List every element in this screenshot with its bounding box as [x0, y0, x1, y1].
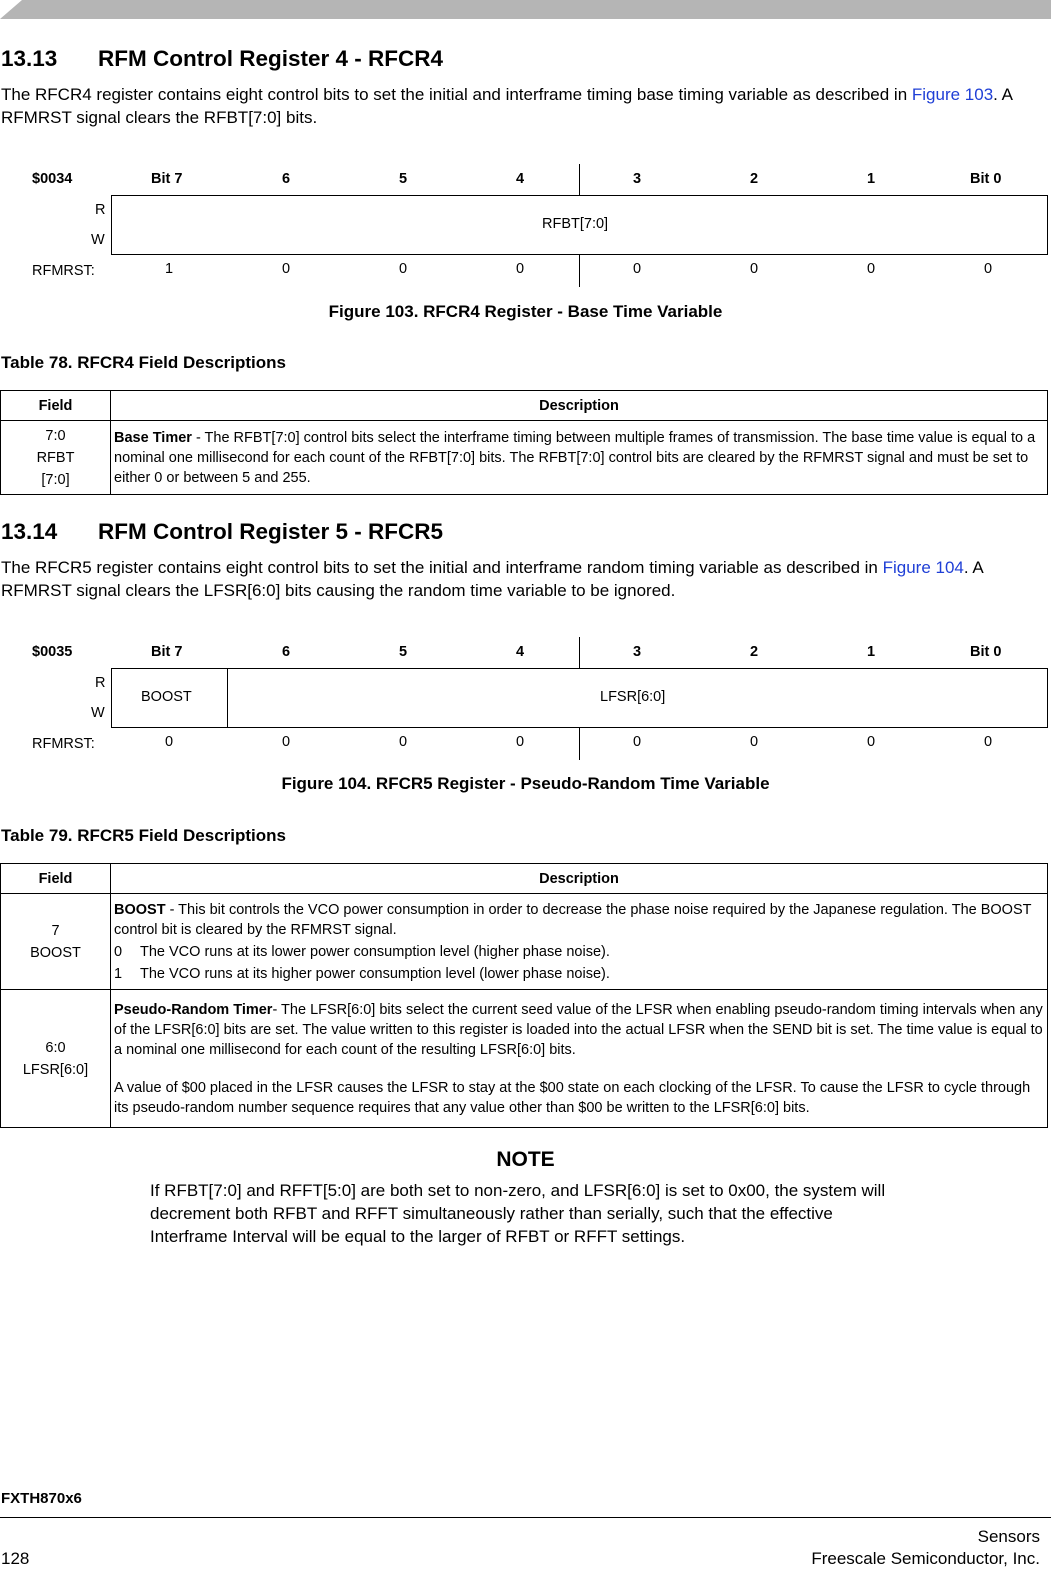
column-header-field: Field [1, 864, 111, 894]
description-cell [111, 894, 1048, 990]
footer-divider [0, 1517, 1051, 1518]
paragraph-text: The RFCR5 register contains eight control bits to set the initial and interframe random timing variable as described in [1, 558, 883, 577]
field-boost: BOOST [141, 689, 192, 705]
bit-header: 3 [633, 171, 642, 187]
reset-value: 0 [516, 734, 525, 750]
section-number: 13.14 [1, 519, 58, 544]
note-title: NOTE [496, 1148, 555, 1171]
description-name: Base Timer [114, 429, 192, 446]
column-header-field: Field [1, 391, 111, 421]
description-cell [111, 421, 1048, 495]
nibble-divider [579, 637, 580, 668]
register-address: $0035 [32, 644, 73, 660]
register-address: $0034 [32, 171, 73, 187]
reset-value: 0 [633, 734, 642, 750]
bit-header: 1 [867, 171, 876, 187]
reset-label: RFMRST: [32, 263, 95, 279]
description-cell [111, 990, 1048, 1128]
description-text: - This bit controls the VCO power consumption in order to decrease the phase noise required by the Japanese regulation. The BOOST control bit is cleared by the RFMRST signal. [114, 901, 1032, 938]
description-name: BOOST [114, 901, 166, 918]
field-rfbt: RFBT[7:0] [542, 216, 609, 232]
bit-header: 5 [399, 644, 408, 660]
register-field-box [111, 668, 1048, 728]
reset-value: 0 [516, 261, 525, 277]
table-row [1, 990, 1048, 1128]
bit-header: 2 [750, 171, 759, 187]
reset-value: 0 [399, 261, 408, 277]
bit-header: 3 [633, 644, 642, 660]
section-heading: RFM Control Register 5 - RFCR5 [98, 519, 444, 544]
bit-header: 2 [750, 644, 759, 660]
enum-text: The VCO runs at its lower power consumption level (higher phase noise). [140, 943, 610, 960]
register-diagram-rfcr4 [0, 171, 1051, 291]
description-text: - The RFBT[7:0] control bits select the interframe timing between multiple frames of transmission. The base time value is equal to a nominal one millisecond for each count of the RFBT[7:0] bits. The RFBT[7:0] control bits are cleared by the RFMRST signal and must be set to either 0 or between 5 and 255. [114, 429, 1036, 486]
figure-103-caption: Figure 103. RFCR4 Register - Base Time Variable [328, 302, 723, 321]
read-label: R [95, 202, 106, 218]
reset-value: 0 [633, 261, 642, 277]
bit-header: 6 [282, 644, 291, 660]
write-label: W [91, 705, 105, 721]
enum-item [114, 964, 1043, 984]
field-cell [1, 990, 111, 1128]
description-text: - The LFSR[6:0] bits select the current seed value of the LFSR when enabling pseudo-random timing intervals when any of the LFSR[6:0] bits are set. The value written to this register is loaded into the actual LFSR when the SEND bit is set. The time value is equal to a nominal one millisecond for each count of the resulting LFSR[6:0] bits. [114, 1001, 1043, 1058]
reset-value: 0 [399, 734, 408, 750]
column-header-description: Description [111, 391, 1048, 421]
note-text: If RFBT[7:0] and RFFT[5:0] are both set to non-zero, and LFSR[6:0] is set to 0x00, the system will decrement both RFBT and RFFT simultaneously rather than serially, such that the effective Interframe Interval will be equal to the larger of RFBT or RFFT settings. [150, 1181, 886, 1246]
enum-value: 0 [114, 943, 123, 960]
field-name: RFBT [36, 449, 75, 466]
figure-104-caption: Figure 104. RFCR5 Register - Pseudo-Random Time Variable [281, 774, 770, 793]
bit-header: 5 [399, 171, 408, 187]
register-diagram-rfcr5 [0, 644, 1051, 764]
field-bits: 7:0 [45, 427, 66, 444]
reset-value: 0 [750, 261, 759, 277]
section-number: 13.13 [1, 46, 58, 71]
footer-company: Freescale Semiconductor, Inc. [811, 1549, 1040, 1568]
bit-header: 4 [516, 171, 525, 187]
table-78-title: Table 78. RFCR4 Field Descriptions [1, 353, 286, 372]
footer-category: Sensors [977, 1527, 1040, 1546]
table-row [1, 894, 1048, 990]
table-79-title: Table 79. RFCR5 Field Descriptions [1, 826, 286, 845]
bit-header: Bit 0 [970, 171, 1002, 187]
field-cell [1, 421, 111, 495]
paragraph-text: . A RFMRST signal clears the LFSR[6:0] bits causing the random time variable to be ignored. [1, 558, 983, 600]
section-paragraph [1, 556, 1047, 602]
column-header-description: Description [111, 864, 1048, 894]
figure-104-link[interactable]: Figure 104 [882, 558, 964, 577]
section-title-13-13 [1, 46, 443, 72]
enum-text: The VCO runs at its higher power consumption level (lower phase noise). [140, 965, 610, 982]
write-label: W [91, 232, 105, 248]
bit-header: 6 [282, 171, 291, 187]
reset-value: 0 [867, 734, 876, 750]
reset-label: RFMRST: [32, 736, 95, 752]
reset-value: 0 [282, 261, 291, 277]
bit-header: Bit 7 [151, 644, 183, 660]
nibble-divider [579, 255, 580, 287]
figure-103-link[interactable]: Figure 103 [911, 85, 994, 104]
enum-item [114, 942, 1043, 962]
page-header-bar [0, 0, 1051, 19]
nibble-divider [579, 164, 580, 195]
field-divider [227, 668, 228, 728]
field-bits: 7 [51, 922, 60, 939]
field-name: BOOST [30, 944, 81, 961]
field-cell [1, 894, 111, 990]
table-row [1, 421, 1048, 495]
reset-value: 0 [984, 261, 993, 277]
reset-value: 0 [750, 734, 759, 750]
field-bits: 6:0 [45, 1039, 66, 1056]
section-heading: RFM Control Register 4 - RFCR4 [98, 46, 444, 71]
reset-value: 1 [165, 261, 174, 277]
bit-header: 1 [867, 644, 876, 660]
field-range: [7:0] [41, 471, 70, 488]
paragraph-text: The RFCR4 register contains eight control bits to set the initial and interframe timing base timing variable as described in [1, 85, 912, 104]
reset-value: 0 [867, 261, 876, 277]
page-number: 128 [1, 1549, 30, 1568]
bit-header: 4 [516, 644, 525, 660]
paragraph-text: . A RFMRST signal clears the RFBT[7:0] bits. [1, 85, 1013, 127]
field-lfsr: LFSR[6:0] [600, 689, 666, 705]
bit-header: Bit 0 [970, 644, 1002, 660]
table-79 [0, 863, 1048, 1128]
section-paragraph [1, 83, 1047, 129]
field-name: LFSR[6:0] [22, 1061, 89, 1078]
description-text: A value of $00 placed in the LFSR causes the LFSR to stay at the $00 state on each clocking of the LFSR. To cause the LFSR to cycle through its pseudo-random number sequence requires that any value other than $00 be written to the LFSR[6:0] bits. [114, 1079, 1031, 1116]
reset-value: 0 [984, 734, 993, 750]
reset-value: 0 [282, 734, 291, 750]
read-label: R [95, 675, 106, 691]
bit-header: Bit 7 [151, 171, 183, 187]
section-title-13-14 [1, 519, 443, 545]
description-name: Pseudo-Random Timer [114, 1001, 273, 1018]
enum-value: 1 [114, 965, 123, 982]
footer-product-name: FXTH870x6 [1, 1490, 82, 1507]
nibble-divider [579, 728, 580, 760]
reset-value: 0 [165, 734, 174, 750]
table-78 [0, 390, 1048, 495]
